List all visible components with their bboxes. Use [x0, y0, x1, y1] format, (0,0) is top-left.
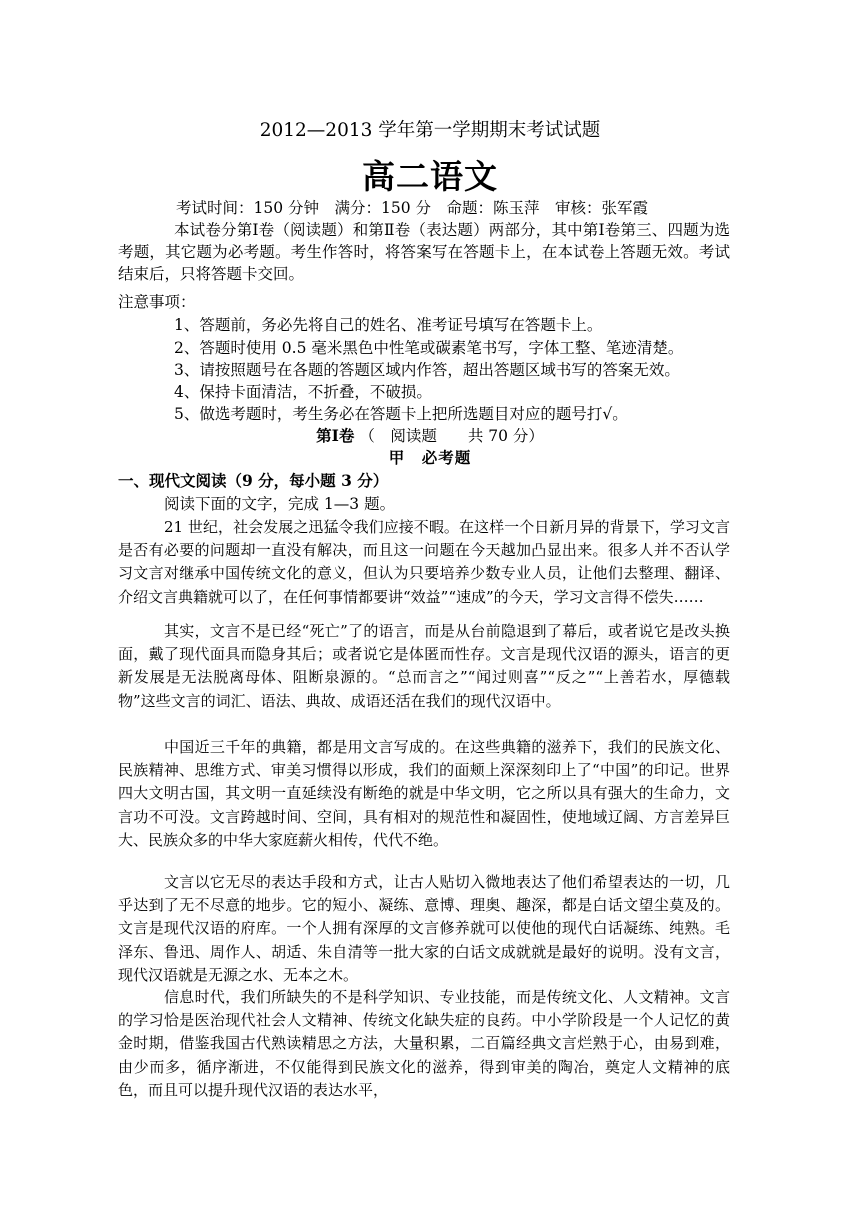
exam-meta: 考试时间：150 分钟 满分：150 分 命题：陈玉萍 审核：张军霞	[176, 199, 649, 217]
exam-intro: 本试卷分第Ⅰ卷（阅读题）和第Ⅱ卷（表达题）两部分，其中第Ⅰ卷第三、四题为选考题，其它题为必考题。考生作答时，将答案写在答题卡上，在本试卷上答题无效。考试结束后，只将答题卡交回。	[118, 221, 730, 283]
note-item: 3、请按照题号在各题的答题区域内作答，超出答题区域书写的答案无效。	[174, 361, 680, 379]
note-item: 1、答题前，务必先将自己的姓名、准考证号填写在答题卡上。	[174, 316, 603, 334]
part-title: 甲 必考题	[388, 448, 472, 467]
passage-paragraph: 中国近三千年的典籍，都是用文言写成的。在这些典籍的滋养下，我们的民族文化、民族精神、思维方式、审美习惯得以形成，我们的面颊上深深刻印上了“中国”的印记。世界四大文明古国，其文明一直延续没有断绝的就是中华文明，它之所以具有强大的生命力，文言功不可没。文言跨越时间、空间，具有相对的规范性和凝固性，使地域辽阔、方言差异巨大、民族众多的中华大家庭薪火相传，代代不绝。	[118, 738, 730, 849]
subject-title: 高二语文	[362, 157, 498, 196]
note-item: 2、答题时使用 0.5 毫米黑色中性笔或碳素笔书写，字体工整、笔迹清楚。	[174, 339, 684, 357]
passage-paragraph: 文言以它无尽的表达手段和方式，让古人贴切入微地表达了他们希望表达的一切，几乎达到了无不尽意的地步。它的短小、凝练、意博、理奥、趣深，都是白话文望尘莫及的。文言是现代汉语的府库。一个人拥有深厚的文言修养就可以使他的现代白话凝练、纯熟。毛泽东、鲁迅、周作人、胡适、朱自清等一批大家的白话文成就就是最好的说明。没有文言，现代汉语就是无源之水、无本之木。	[118, 873, 730, 984]
section-instruction: 阅读下面的文字，完成 1—3 题。	[164, 495, 396, 513]
note-item: 5、做选考题时，考生务必在答题卡上把所选题目对应的题号打√。	[174, 405, 628, 423]
volume-heading	[0, 424, 860, 446]
exam-title: 2012—2013 学年第一学期期末考试试题	[259, 120, 601, 141]
note-item: 4、保持卡面清洁，不折叠，不破损。	[174, 383, 432, 401]
notes-heading: 注意事项：	[118, 293, 196, 311]
volume-desc: （ 阅读题 共 70 分）	[359, 427, 544, 445]
passage-paragraph: 信息时代，我们所缺失的不是科学知识、专业技能，而是传统文化、人文精神。文言的学习恰是医治现代社会人文精神、传统文化缺失症的良药。中小学阶段是一个人记忆的黄金时期，借鉴我国古代熟读精思之方法，大量积累，二百篇经典文言烂熟于心，由易到难，由少而多，循序渐进，不仅能得到民族文化的滋养，得到审美的陶冶，奠定人文精神的底色，而且可以提升现代汉语的表达水平，	[118, 988, 730, 1099]
section-title: 一、现代文阅读（9 分，每小题 3 分）	[118, 471, 389, 490]
passage-paragraph: 21 世纪，社会发展之迅猛令我们应接不暇。在这样一个日新月异的背景下，学习文言是否有必要的问题却一直没有解决，而且这一问题在今天越加凸显出来。很多人并不否认学习文言对继承中国传统文化的意义，但认为只要培养少数专业人员，让他们去整理、翻译、介绍文言典籍就可以了，在任何事情都要讲“效益”“速成”的今天，学习文言得不偿失……	[118, 518, 730, 606]
volume-name: 第Ⅰ卷	[316, 426, 355, 445]
passage-paragraph: 其实，文言不是已经“死亡”了的语言，而是从台前隐退到了幕后，或者说它是改头换面，戴了现代面具而隐身其后；或者说它是体匿而性存。文言是现代汉语的源头，语言的更新发展是无法脱离母体、阻断泉源的。“总而言之”“闻过则喜”“反之”“上善若水，厚德载物”这些文言的词汇、语法、典故、成语还活在我们的现代汉语中。	[118, 622, 730, 710]
